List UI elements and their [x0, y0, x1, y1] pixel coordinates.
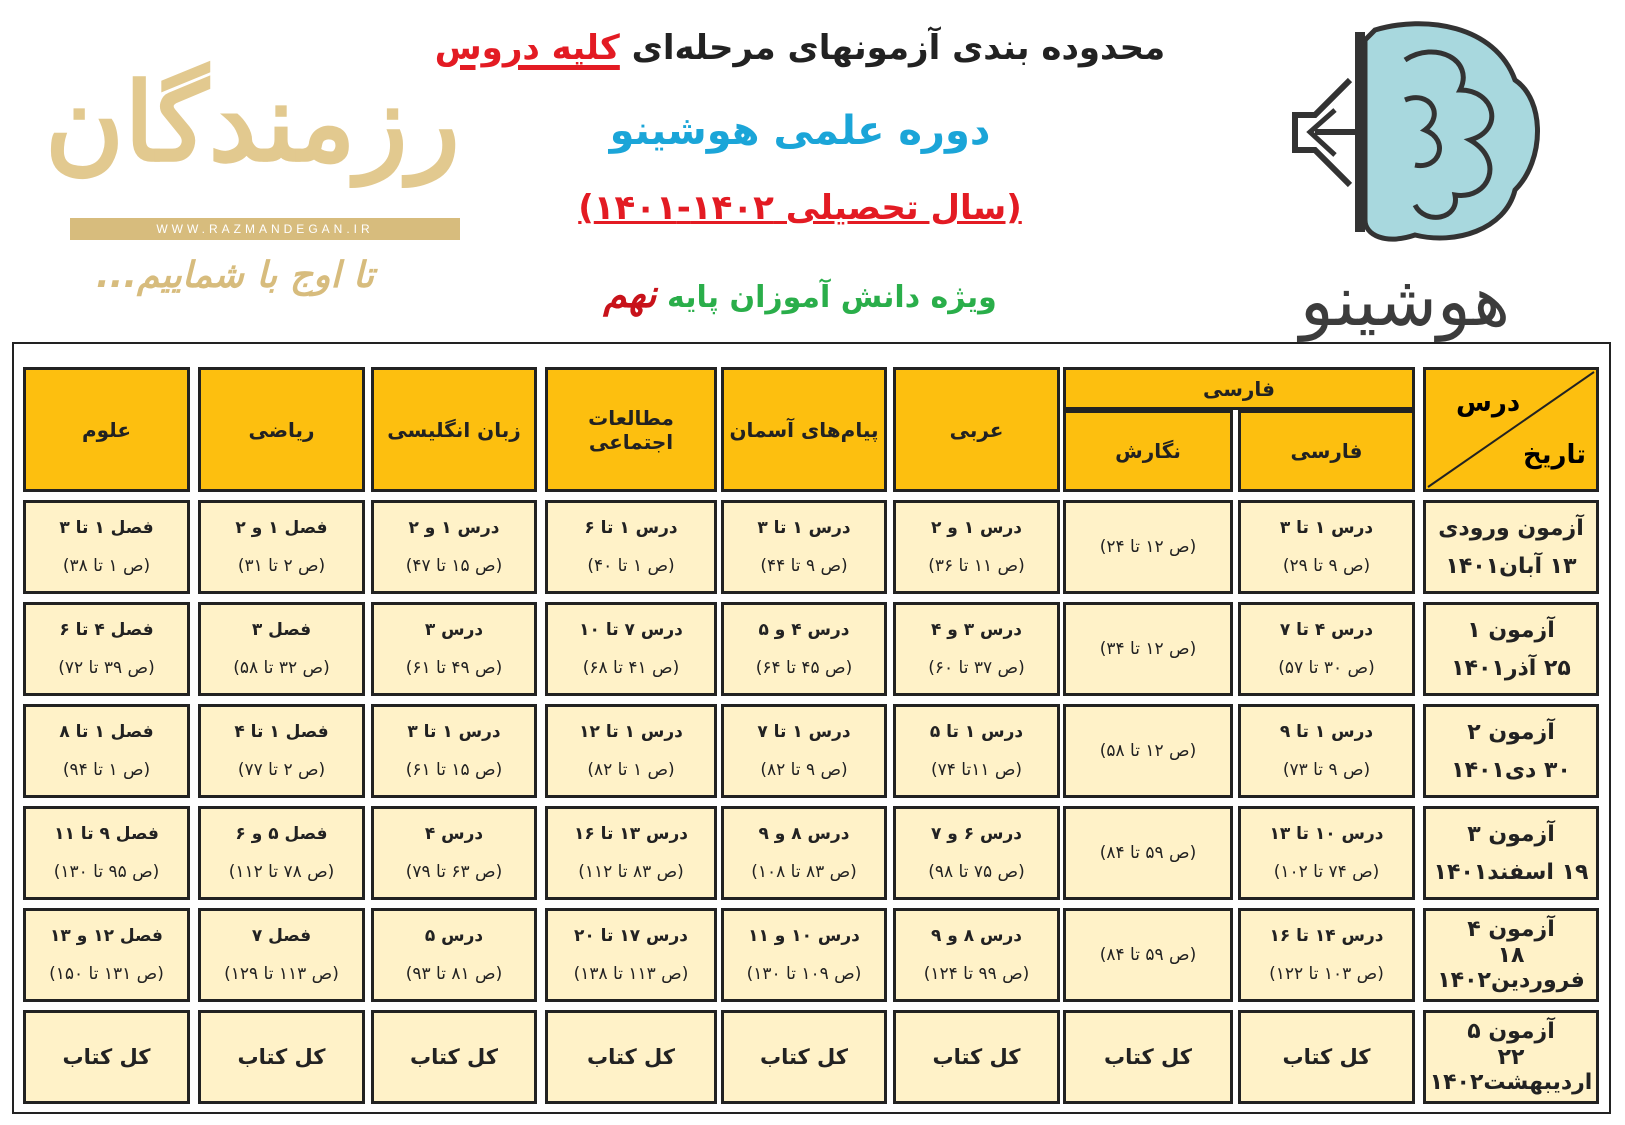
cell-range: فصل ۳: [251, 620, 312, 640]
cell-pages: (ص ۷۴ تا ۱۰۲): [1273, 862, 1380, 882]
cell-range: فصل ۱ تا ۴: [234, 722, 329, 742]
cell-pages: کل کتاب: [586, 1045, 676, 1069]
cell-pages: (ص ۹ تا ۸۲): [760, 760, 848, 780]
column-header: پیام‌های آسمان: [721, 367, 887, 492]
table-cell: [545, 1010, 717, 1104]
page-title-line4: [420, 272, 1180, 316]
cell-pages: (ص ۵۹ تا ۸۴): [1099, 945, 1197, 965]
cell-pages: (ص ۹ تا ۲۹): [1282, 556, 1371, 576]
cell-range: درس ۵: [424, 926, 484, 946]
cell-range: درس ۳ و ۴: [930, 620, 1023, 640]
cell-pages: (ص ۱۱۳ تا ۱۳۸): [573, 964, 689, 984]
table-cell: [721, 704, 887, 798]
table-cell: [545, 806, 717, 900]
cell-range: فصل ۵ و ۶: [235, 824, 328, 844]
table-cell: [371, 1010, 537, 1104]
cell-pages: (ص ۹ تا ۷۳): [1282, 760, 1371, 780]
cell-range: درس ۱ و ۲: [930, 518, 1023, 538]
table-cell: [1063, 806, 1233, 900]
page-title-line3: (سال تحصیلی ۱۴۰۲-۱۴۰۱): [578, 188, 1022, 228]
table-cell: [198, 602, 365, 696]
corner-subject-label: درس: [1456, 388, 1521, 418]
cell-range: فصل ۱ تا ۸: [59, 722, 154, 742]
cell-range: درس ۱ تا ۳: [1279, 518, 1374, 538]
table-cell: [371, 602, 537, 696]
cell-range: درس ۱ تا ۷: [757, 722, 851, 742]
cell-pages: (ص ۸۳ تا ۱۱۲): [578, 862, 684, 882]
table-cell: [371, 908, 537, 1002]
cell-pages: (ص ۶۳ تا ۷۹): [405, 862, 503, 882]
column-header: نگارش: [1063, 410, 1233, 492]
brain-icon: [1255, 20, 1555, 260]
cell-range: درس ۱ تا ۶: [584, 518, 678, 538]
cell-pages: (ص ۹۹ تا ۱۲۴): [923, 964, 1030, 984]
cell-range: درس ۱ و ۲: [408, 518, 500, 538]
cell-pages: (ص ۲ تا ۷۷): [237, 760, 326, 780]
table-cell: [893, 908, 1060, 1002]
exam-date: ۲۲ اردیبهشت۱۴۰۲: [1429, 1044, 1593, 1095]
audience-prefix: ویژه دانش آموزان پایه: [667, 280, 997, 315]
page-title-line1: [420, 28, 1180, 68]
exam-date: ۲۵ آذر۱۴۰۱: [1451, 655, 1571, 681]
corner-date-label: تاریخ: [1523, 440, 1586, 470]
column-header: ریاضی: [198, 367, 365, 492]
table-cell: [371, 704, 537, 798]
table-cell: [198, 908, 365, 1002]
table-cell: [23, 500, 190, 594]
cell-range: درس ۱ تا ۹: [1279, 722, 1374, 742]
cell-range: درس ۸ و ۹: [758, 824, 850, 844]
table-cell: [198, 1010, 365, 1104]
cell-range: درس ۱۳ تا ۱۶: [573, 824, 689, 844]
exam-date: ۱۳ آبان۱۴۰۱: [1445, 553, 1577, 579]
cell-range: فصل ۹ تا ۱۱: [54, 824, 159, 844]
cell-pages: (ص ۱۰۹ تا ۱۳۰): [746, 964, 862, 984]
cell-pages: کل کتاب: [237, 1045, 326, 1069]
exam-date: ۱۸ فروردین۱۴۰۲: [1437, 942, 1585, 993]
column-header: علوم: [23, 367, 190, 492]
column-header: فارسی: [1238, 410, 1415, 492]
cell-pages: (ص ۳۷ تا ۶۰): [928, 658, 1025, 678]
cell-pages: (ص ۱ تا ۹۴): [62, 760, 151, 780]
cell-range: درس ۴ تا ۷: [1279, 620, 1374, 640]
cell-pages: (ص ۱۲ تا ۳۴): [1099, 639, 1197, 659]
cell-range: درس ۱۰ و ۱۱: [748, 926, 860, 946]
cell-pages: (ص ۷۵ تا ۹۸): [928, 862, 1025, 882]
exam-name: آزمون ۱: [1467, 617, 1555, 643]
page-title-line2: دوره علمی هوشینو: [609, 108, 991, 154]
cell-range: درس ۱ تا ۵: [929, 722, 1024, 742]
exam-row-header: [1423, 704, 1599, 798]
table-cell: [1238, 1010, 1415, 1104]
hooshino-logo: [1255, 20, 1555, 340]
cell-pages: (ص ۱۵ تا ۴۷): [405, 556, 503, 576]
table-cell: [721, 908, 887, 1002]
hooshino-logo-text: هوشینو: [1299, 260, 1511, 342]
table-cell: [1063, 602, 1233, 696]
cell-range: درس ۱ تا ۳: [407, 722, 501, 742]
table-cell: [23, 704, 190, 798]
exam-row-header: [1423, 806, 1599, 900]
cell-pages: (ص ۱ تا ۳۸): [62, 556, 151, 576]
table-cell: [721, 602, 887, 696]
razmandegan-logo: [44, 40, 460, 330]
cell-pages: کل کتاب: [409, 1045, 499, 1069]
table-cell: [545, 500, 717, 594]
cell-range: درس ۱ تا ۱۲: [579, 722, 683, 742]
cell-range: درس ۴ و ۵: [758, 620, 850, 640]
cell-pages: (ص ۳۲ تا ۵۸): [233, 658, 330, 678]
table-cell: [198, 806, 365, 900]
table-cell: [198, 500, 365, 594]
table-cell: [1063, 1010, 1233, 1104]
exam-row-header: [1423, 602, 1599, 696]
cell-pages: کل کتاب: [62, 1045, 151, 1069]
table-cell: [1238, 908, 1415, 1002]
cell-pages: (ص ۵۹ تا ۸۴): [1099, 843, 1197, 863]
razmandegan-slogan: تا اوج با شماییم...: [95, 255, 374, 296]
cell-pages: (ص ۸۱ تا ۹۳): [405, 964, 503, 984]
cell-pages: (ص ۳۰ تا ۵۷): [1278, 658, 1375, 678]
cell-range: فصل ۱۲ و ۱۳: [50, 926, 163, 946]
cell-range: درس ۱۷ تا ۲۰: [573, 926, 689, 946]
cell-range: درس ۶ و ۷: [930, 824, 1023, 844]
table-cell: [198, 704, 365, 798]
grade-label: نهم: [603, 272, 657, 316]
cell-pages: (ص ۱۵ تا ۶۱): [405, 760, 503, 780]
razmandegan-logo-text: رزمندگان: [44, 60, 460, 186]
cell-range: درس ۳: [424, 620, 484, 640]
table-cell: [545, 704, 717, 798]
cell-pages: (ص ۹ تا ۴۴): [760, 556, 848, 576]
table-cell: [1063, 704, 1233, 798]
cell-pages: (ص ۲ تا ۳۱): [237, 556, 326, 576]
title-highlight: کلیه دروس: [434, 28, 620, 68]
column-header: مطالعات اجتماعی: [545, 367, 717, 492]
cell-range: درس ۴: [424, 824, 484, 844]
cell-range: درس ۱۴ تا ۱۶: [1269, 926, 1384, 946]
razmandegan-url: WWW.RAZMANDEGAN.IR: [70, 218, 460, 240]
cell-pages: (ص ۹۵ تا ۱۳۰): [53, 862, 160, 882]
exam-row-header: [1423, 500, 1599, 594]
cell-pages: کل کتاب: [932, 1045, 1021, 1069]
exam-row-header: [1423, 1010, 1599, 1104]
table-cell: [1063, 500, 1233, 594]
cell-pages: (ص ۱۱ تا ۳۶): [928, 556, 1025, 576]
exam-date: ۳۰ دی۱۴۰۱: [1451, 757, 1571, 783]
cell-range: فصل ۴ تا ۶: [59, 620, 154, 640]
cell-pages: کل کتاب: [1103, 1045, 1193, 1069]
exam-name: آزمون ورودی: [1438, 515, 1584, 541]
title-prefix: محدوده بندی آزمونهای مرحله‌ای: [631, 28, 1166, 68]
table-cell: [1238, 500, 1415, 594]
cell-pages: (ص ۱ تا ۴۰): [587, 556, 675, 576]
table-cell: [23, 602, 190, 696]
table-cell: [721, 806, 887, 900]
cell-pages: (ص ۳۹ تا ۷۲): [58, 658, 155, 678]
table-cell: [545, 602, 717, 696]
table-cell: [893, 500, 1060, 594]
cell-range: درس ۱۰ تا ۱۳: [1269, 824, 1384, 844]
cell-pages: (ص ۱۱۳ تا ۱۲۹): [224, 964, 339, 984]
table-cell: [23, 806, 190, 900]
cell-pages: (ص ۱۲ تا ۲۴): [1099, 537, 1197, 557]
cell-pages: (ص ۷۸ تا ۱۱۲): [228, 862, 335, 882]
exam-name: آزمون ۴: [1467, 917, 1555, 943]
cell-pages: (ص ۱۰۳ تا ۱۲۲): [1269, 964, 1384, 984]
table-cell: [893, 806, 1060, 900]
table-cell: [1238, 602, 1415, 696]
table-cell: [893, 704, 1060, 798]
table-cell: [545, 908, 717, 1002]
table-cell: [23, 908, 190, 1002]
table-cell: [371, 806, 537, 900]
cell-range: درس ۱ تا ۳: [757, 518, 851, 538]
cell-pages: (ص ۱ تا ۸۲): [587, 760, 675, 780]
table-cell: [893, 602, 1060, 696]
table-cell: [893, 1010, 1060, 1104]
exam-row-header: [1423, 908, 1599, 1002]
cell-pages: (ص ۱۱تا ۷۴): [930, 760, 1023, 780]
table-cell: [23, 1010, 190, 1104]
exam-name: آزمون ۳: [1467, 821, 1555, 847]
cell-pages: کل کتاب: [759, 1045, 849, 1069]
column-header: عربی: [893, 367, 1060, 492]
table-cell: [371, 500, 537, 594]
table-cell: [1238, 704, 1415, 798]
cell-pages: (ص ۸۳ تا ۱۰۸): [751, 862, 857, 882]
cell-range: فصل ۷: [251, 926, 312, 946]
column-header: زبان انگلیسی: [371, 367, 537, 492]
table-cell: [1238, 806, 1415, 900]
cell-pages: (ص ۱۲ تا ۵۸): [1099, 741, 1197, 761]
cell-pages: (ص ۴۹ تا ۶۱): [405, 658, 503, 678]
farsi-group-header: فارسی: [1063, 367, 1415, 410]
cell-range: درس ۸ و ۹: [930, 926, 1023, 946]
table-cell: [721, 1010, 887, 1104]
corner-header-cell: [1423, 367, 1599, 492]
table-cell: [1063, 908, 1233, 1002]
cell-pages: (ص ۱۳۱ تا ۱۵۰): [49, 964, 164, 984]
table-cell: [721, 500, 887, 594]
cell-range: فصل ۱ تا ۳: [59, 518, 154, 538]
exam-date: ۱۹ اسفند۱۴۰۱: [1433, 859, 1589, 885]
exam-name: آزمون ۲: [1467, 719, 1555, 745]
cell-pages: (ص ۴۱ تا ۶۸): [582, 658, 680, 678]
cell-range: درس ۷ تا ۱۰: [579, 620, 683, 640]
cell-range: فصل ۱ و ۲: [235, 518, 328, 538]
cell-pages: (ص ۴۵ تا ۶۴): [755, 658, 853, 678]
cell-pages: کل کتاب: [1282, 1045, 1371, 1069]
exam-name: آزمون ۵: [1467, 1019, 1555, 1045]
